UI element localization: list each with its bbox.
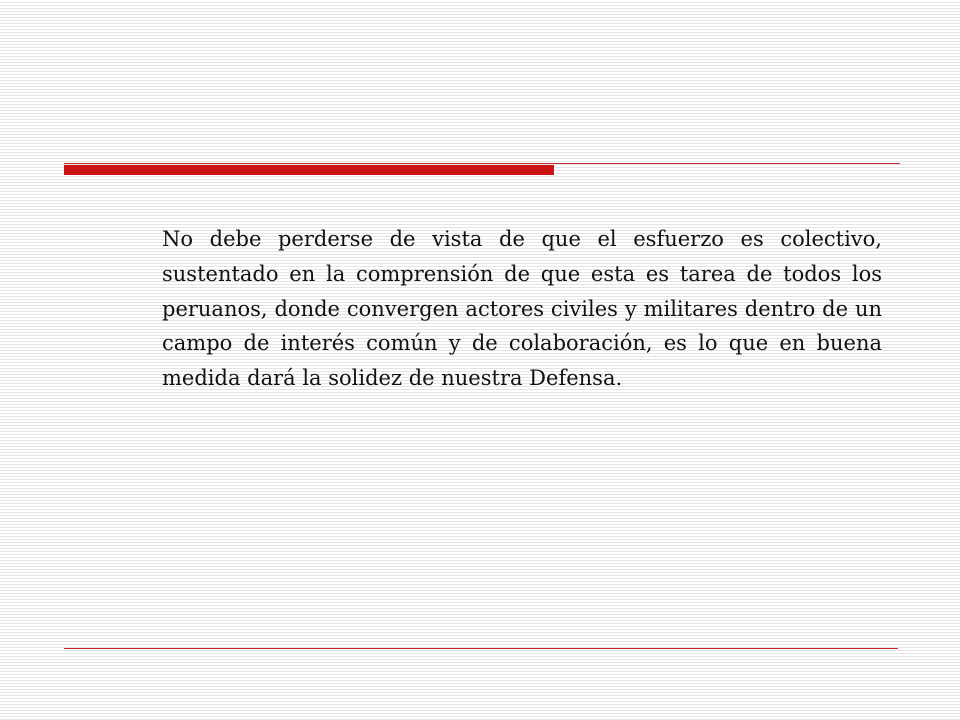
top-accent-bar: [64, 165, 554, 175]
slide-body-paragraph: No debe perderse de vista de que el esfuerzo es colectivo, sustentado en la comprensión de que esta es tarea de todos los peruanos, donde convergen actores civiles y militares dentro de un campo de interés común y de colaboración, es lo que en buena medida dará la solidez de nuestra Defensa.: [162, 227, 882, 391]
bottom-divider-line: [64, 648, 898, 649]
top-divider-line: [64, 163, 900, 164]
